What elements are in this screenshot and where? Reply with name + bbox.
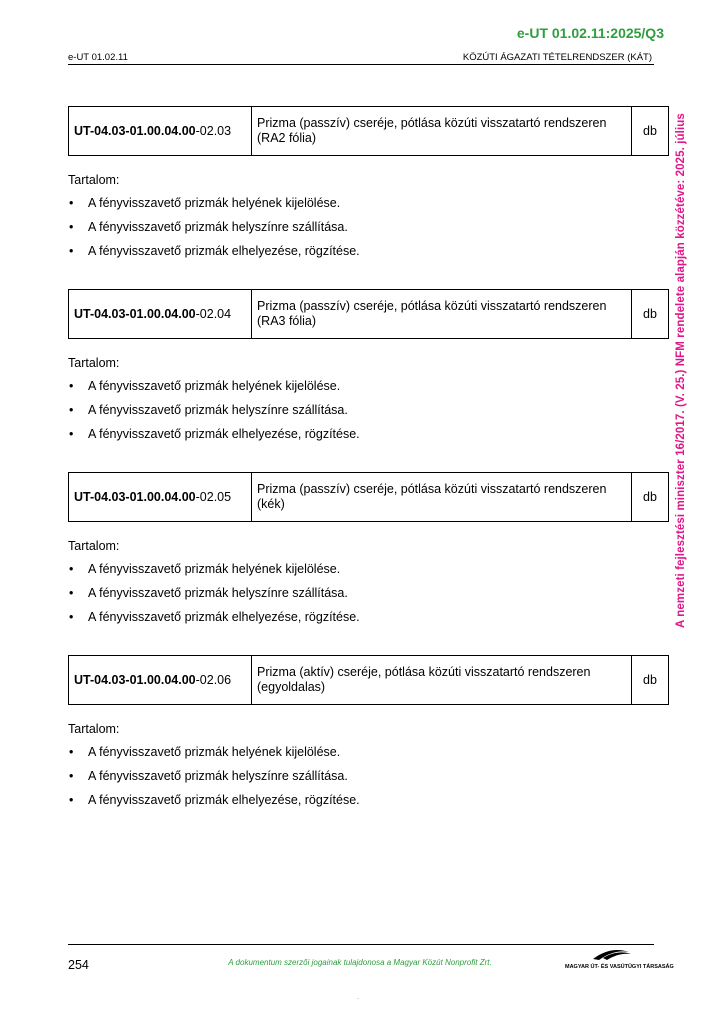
list-item: • A fényvisszavető prizmák elhelyezése, rögzítése. bbox=[68, 788, 670, 812]
item-unit: db bbox=[632, 107, 669, 156]
item-description: Prizma (aktív) cseréje, pótlása közúti visszatartó rendszeren (egyoldalas) bbox=[252, 656, 632, 705]
item-block bbox=[68, 106, 670, 263]
table-row bbox=[69, 473, 669, 522]
list-item: • A fényvisszavető prizmák helyének kijelölése. bbox=[68, 191, 670, 215]
contents-list bbox=[68, 374, 670, 446]
list-item: • A fényvisszavető prizmák helyszínre szállítása. bbox=[68, 215, 670, 239]
publication-note: A nemzeti fejlesztési miniszter 16/2017. (V. 25.) NFM rendelete alapján közzétéve: 2025. július bbox=[675, 113, 687, 628]
header-rule bbox=[68, 64, 654, 65]
item-code: UT-04.03-01.00.04.00-02.06 bbox=[69, 656, 252, 705]
item-code: UT-04.03-01.00.04.00-02.05 bbox=[69, 473, 252, 522]
list-item: • A fényvisszavető prizmák helyszínre szállítása. bbox=[68, 581, 670, 605]
list-item: • A fényvisszavető prizmák helyének kijelölése. bbox=[68, 740, 670, 764]
document-code: e-UT 01.02.11:2025/Q3 bbox=[516, 25, 664, 41]
list-item: • A fényvisszavető prizmák helyszínre szállítása. bbox=[68, 764, 670, 788]
item-unit: db bbox=[632, 656, 669, 705]
item-description: Prizma (passzív) cseréje, pótlása közúti visszatartó rendszeren (kék) bbox=[252, 473, 632, 522]
page-number: 254 bbox=[68, 958, 89, 972]
item-table bbox=[68, 289, 669, 339]
item-code: UT-04.03-01.00.04.00-02.04 bbox=[69, 290, 252, 339]
table-row bbox=[69, 290, 669, 339]
list-item: • A fényvisszavető prizmák elhelyezése, rögzítése. bbox=[68, 605, 670, 629]
list-item: • A fényvisszavető prizmák elhelyezése, rögzítése. bbox=[68, 422, 670, 446]
item-description: Prizma (passzív) cseréje, pótlása közúti visszatartó rendszeren (RA2 fólia) bbox=[252, 107, 632, 156]
contents-list bbox=[68, 191, 670, 263]
table-row bbox=[69, 656, 669, 705]
contents-label: Tartalom: bbox=[68, 356, 120, 370]
road-swoosh-logo bbox=[565, 946, 674, 970]
footer-rule bbox=[68, 944, 654, 945]
header-left: e-UT 01.02.11 bbox=[68, 52, 128, 63]
item-table bbox=[68, 472, 669, 522]
contents-label: Tartalom: bbox=[68, 173, 120, 187]
contents-label: Tartalom: bbox=[68, 539, 120, 553]
header-right: KÖZÚTI ÁGAZATI TÉTELRENDSZER (KÁT) bbox=[462, 52, 652, 63]
list-item: • A fényvisszavető prizmák helyének kijelölése. bbox=[68, 557, 670, 581]
item-table bbox=[68, 655, 669, 705]
list-item: • A fényvisszavető prizmák elhelyezése, rögzítése. bbox=[68, 239, 670, 263]
contents-label: Tartalom: bbox=[68, 722, 120, 736]
logo-text: MAGYAR ÚT- ÉS VASÚTÜGYI TÁRSASÁG bbox=[565, 964, 674, 970]
contents-list bbox=[68, 557, 670, 629]
item-unit: db bbox=[632, 473, 669, 522]
road-swoosh-icon bbox=[565, 946, 655, 962]
copyright-notice: A dokumentum szerzői jogainak tulajdonosa a Magyar Közút Nonprofit Zrt. bbox=[228, 958, 492, 967]
item-description: Prizma (passzív) cseréje, pótlása közúti visszatartó rendszeren (RA3 fólia) bbox=[252, 290, 632, 339]
contents-list bbox=[68, 740, 670, 812]
list-item: • A fényvisszavető prizmák helyszínre szállítása. bbox=[68, 398, 670, 422]
list-item: • A fényvisszavető prizmák helyének kijelölése. bbox=[68, 374, 670, 398]
stray-mark: . bbox=[357, 992, 360, 1001]
item-code: UT-04.03-01.00.04.00-02.03 bbox=[69, 107, 252, 156]
item-block bbox=[68, 472, 670, 629]
item-table bbox=[68, 106, 669, 156]
item-unit: db bbox=[632, 290, 669, 339]
item-block bbox=[68, 655, 670, 812]
item-block bbox=[68, 289, 670, 446]
table-row bbox=[69, 107, 669, 156]
